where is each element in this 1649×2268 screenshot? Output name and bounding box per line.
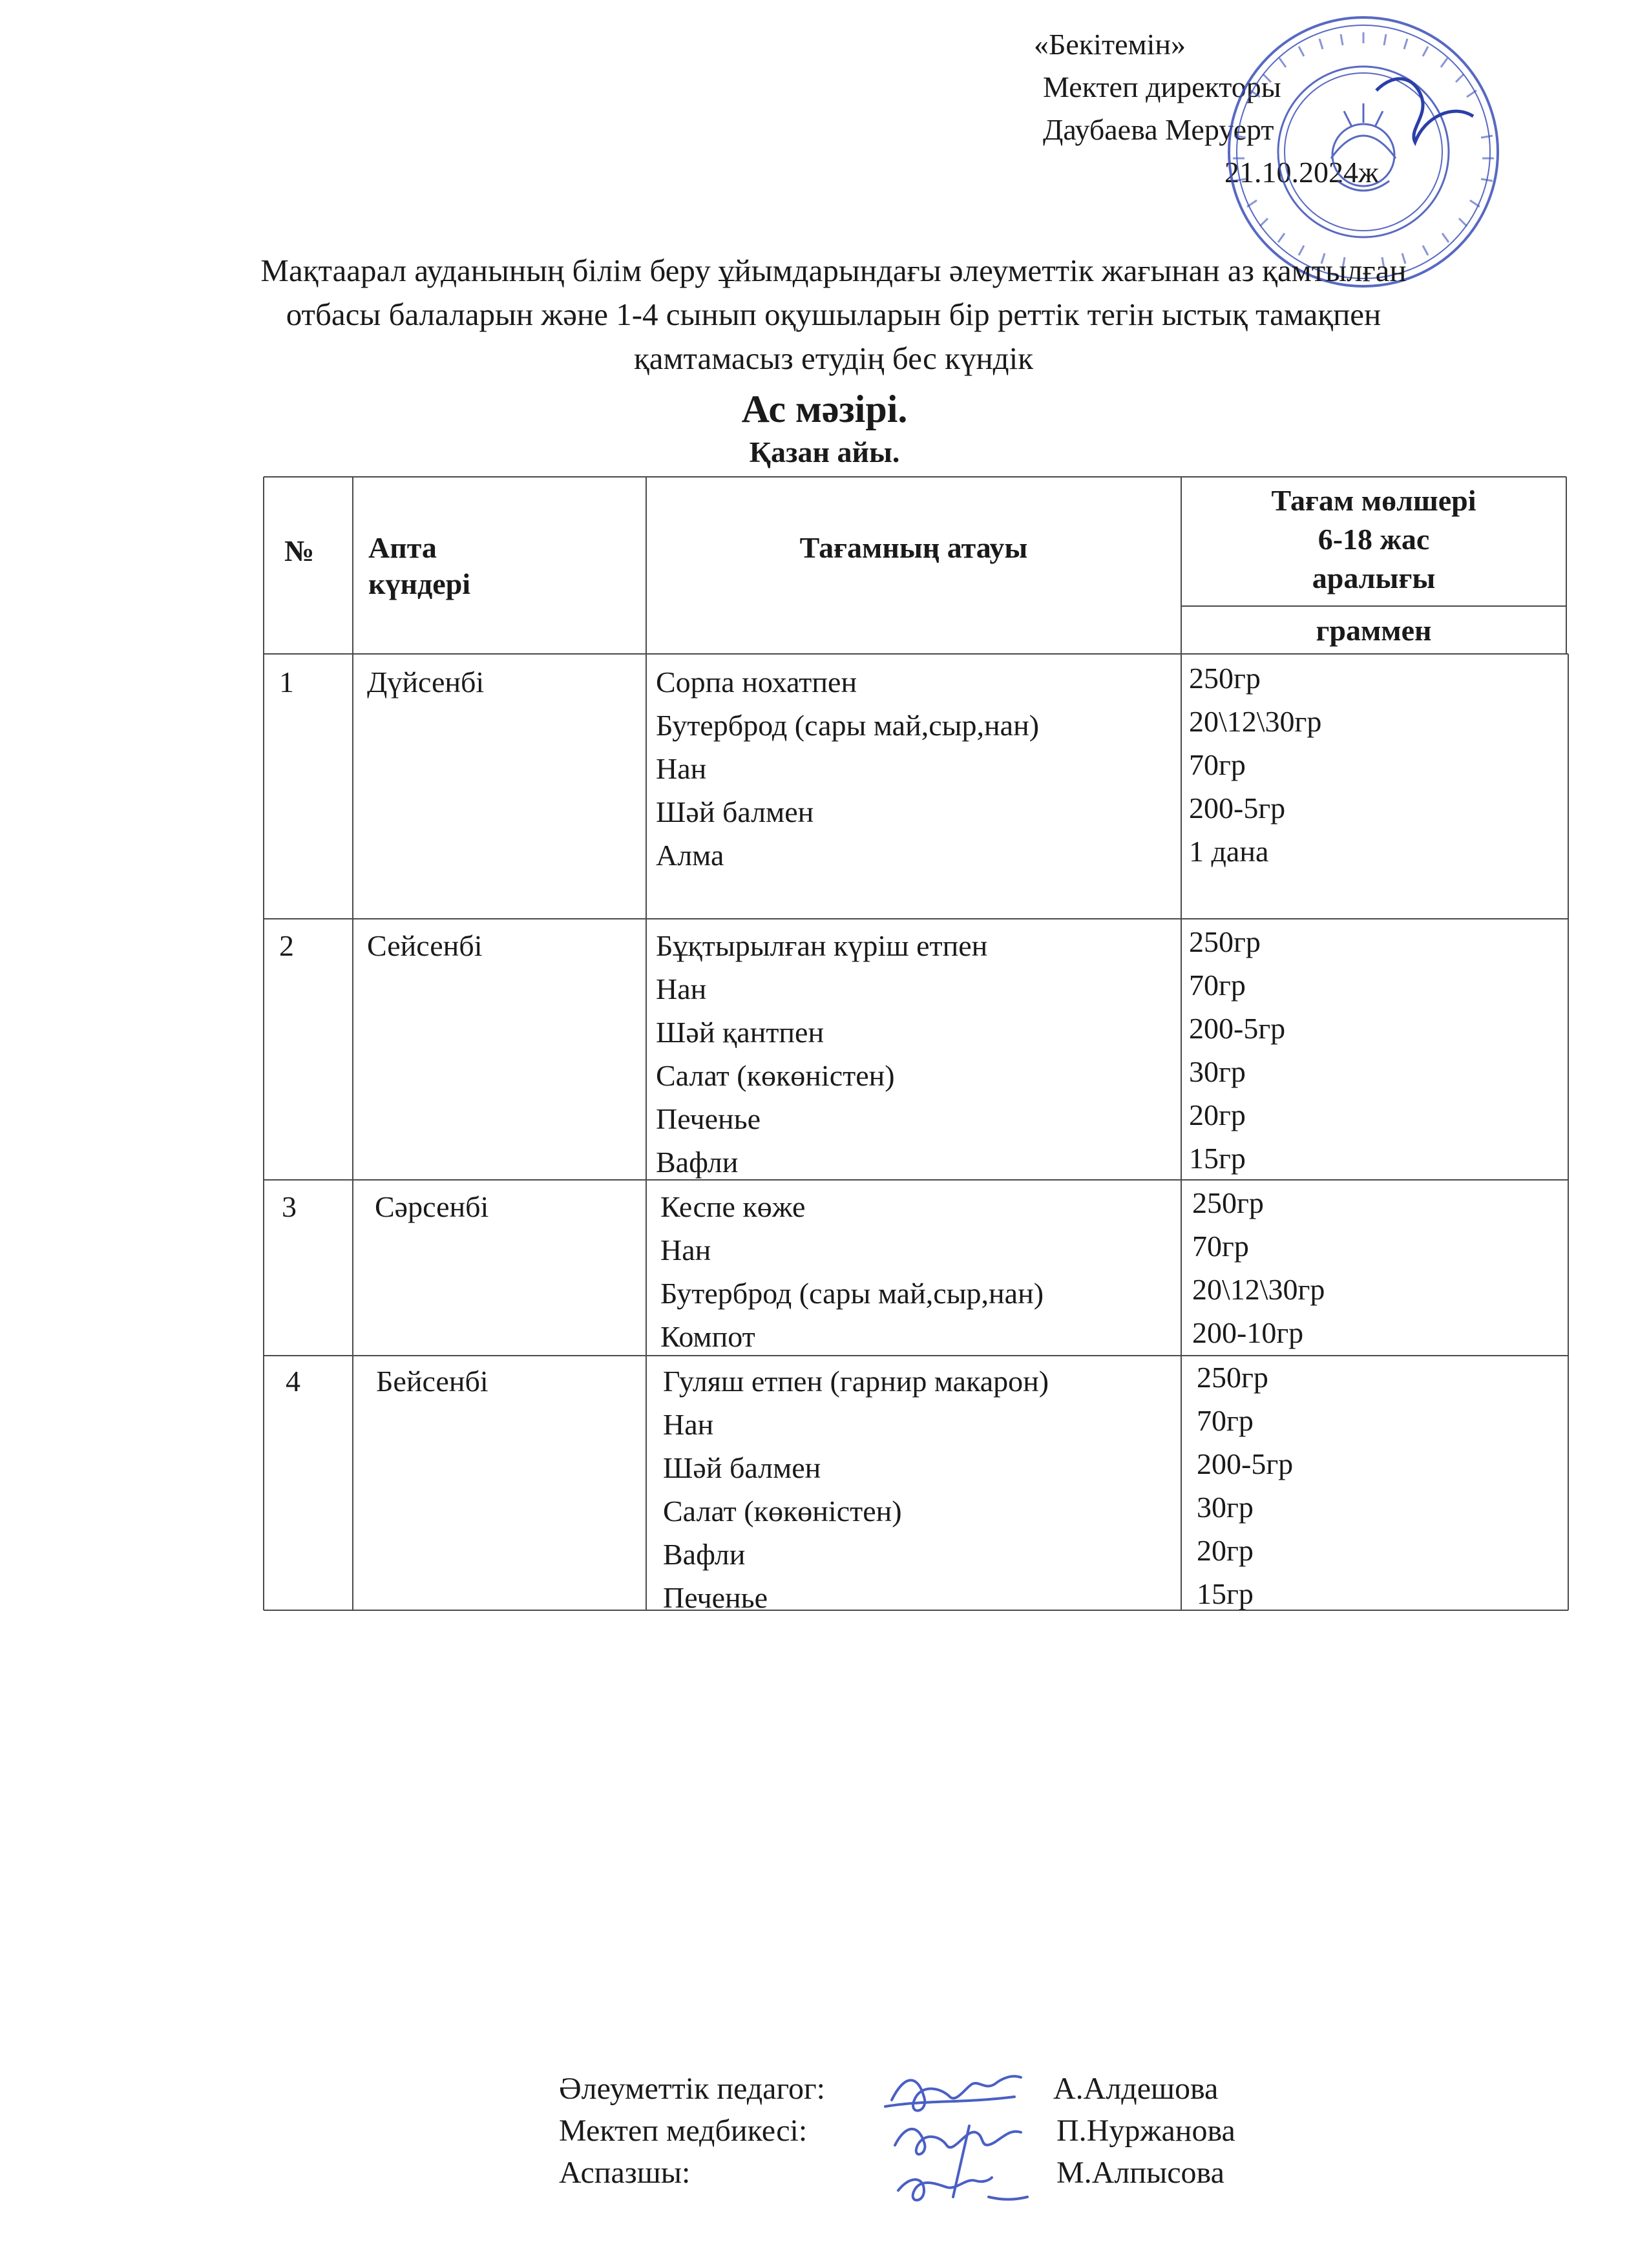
row-3-day: Сәрсенбі: [375, 1190, 489, 1223]
dish-item: Нан: [656, 972, 707, 1005]
header-amount-line2: 6-18 жас: [1318, 523, 1430, 556]
dish-item: Нан: [656, 752, 707, 785]
row-4-dishes: [663, 1360, 1049, 1619]
row-2-day: Сейсенбі: [367, 929, 483, 962]
amount-item: 200-5гр: [1189, 1012, 1286, 1045]
amount-item: 250гр: [1189, 925, 1261, 958]
dish-item: Сорпа нохатпен: [656, 666, 857, 698]
header-dish: Тағамның атауы: [799, 531, 1028, 564]
dish-item: Нан: [660, 1234, 711, 1266]
amount-item: 70гр: [1189, 969, 1246, 1002]
month-label: Қазан айы.: [749, 436, 900, 468]
amount-item: 70гр: [1189, 748, 1246, 781]
amount-item: 250гр: [1197, 1361, 1268, 1394]
row-4-amounts: [1197, 1356, 1293, 1615]
dish-item: Салат (көкөністен): [663, 1495, 902, 1528]
row-2-amounts: [1189, 920, 1285, 1180]
header-amount: [1181, 481, 1566, 598]
amount-item: 20гр: [1189, 1098, 1246, 1131]
row-2-number: 2: [279, 929, 294, 962]
row-1-number: 1: [279, 666, 294, 698]
dish-item: Печенье: [656, 1102, 761, 1135]
dish-item: Шәй балмен: [663, 1451, 821, 1484]
row-1-amounts: [1189, 656, 1321, 873]
approval-heading: «Бекітемін»: [1034, 28, 1186, 61]
amount-item: 1 дана: [1189, 835, 1269, 868]
amount-item: 200-5гр: [1189, 792, 1286, 824]
row-4-day: Бейсенбі: [376, 1365, 488, 1398]
document-heading: Мақтаарал ауданының білім беру ұйымдарындағы әлеуметтік жағынан аз қамтылған отбасы балаларын және 1-4 сынып оқушыларын бір реттік тегін ыстық тамақпен қамтамасыз етудің бес күндік: [260, 253, 1407, 376]
amount-item: 70гр: [1197, 1404, 1254, 1437]
row-1-day: Дүйсенбі: [367, 666, 485, 698]
dish-item: Шәй қантпен: [656, 1016, 824, 1049]
amount-item: 15гр: [1197, 1577, 1254, 1610]
header-day-line1: Апта: [368, 531, 437, 564]
signature-role: Әлеуметтік педагог:: [559, 2072, 825, 2106]
dish-item: Гуляш етпен (гарнир макарон): [663, 1365, 1049, 1398]
dish-item: Бұқтырылған күріш етпен: [656, 929, 988, 962]
approval-date: 21.10.2024ж: [1224, 156, 1379, 189]
amount-item: 20\12\30гр: [1189, 705, 1322, 738]
signature-name: А.Алдешова: [1053, 2072, 1219, 2106]
dish-item: Салат (көкөністен): [656, 1059, 895, 1092]
dish-item: Бутерброд (сары май,сыр,нан): [660, 1277, 1044, 1310]
row-4-number: 4: [286, 1365, 300, 1398]
signature-role: Мектеп медбикесі:: [559, 2114, 808, 2148]
dish-item: Вафли: [656, 1146, 739, 1179]
row-2-dishes: [656, 924, 987, 1184]
dish-item: Кеспе көже: [660, 1190, 806, 1223]
amount-item: 250гр: [1189, 662, 1261, 695]
signature-name: М.Алпысова: [1056, 2156, 1224, 2190]
header-day-line2: күндері: [368, 567, 471, 600]
dish-item: Вафли: [663, 1538, 746, 1571]
dish-item: Печенье: [663, 1581, 768, 1614]
row-3-dishes: [660, 1185, 1044, 1358]
amount-item: 20гр: [1197, 1534, 1254, 1567]
dish-item: Алма: [656, 839, 724, 872]
row-3-number: 3: [282, 1190, 297, 1223]
header-day: [368, 530, 470, 602]
amount-item: 15гр: [1189, 1142, 1246, 1175]
amount-item: 250гр: [1192, 1186, 1264, 1219]
amount-item: 200-5гр: [1197, 1447, 1294, 1480]
amount-item: 30гр: [1197, 1491, 1254, 1524]
header-unit: граммен: [1316, 614, 1432, 647]
approval-position: Мектеп директоры: [1043, 70, 1281, 103]
header-amount-line3: аралығы: [1312, 562, 1436, 594]
dish-item: Шәй балмен: [656, 795, 814, 828]
header-number: №: [284, 534, 315, 567]
amount-item: 200-10гр: [1192, 1316, 1304, 1349]
dish-item: Бутерброд (сары май,сыр,нан): [656, 709, 1040, 742]
signature-name: П.Нуржанова: [1056, 2114, 1235, 2148]
signature-role: Аспазшы:: [559, 2156, 691, 2190]
row-3-amounts: [1192, 1181, 1325, 1354]
menu-title: Ас мәзірі.: [741, 388, 908, 430]
signature-scribbles-icon: [879, 2061, 1073, 2223]
amount-item: 30гр: [1189, 1055, 1246, 1088]
amount-item: 70гр: [1192, 1230, 1249, 1263]
row-1-dishes: [656, 660, 1039, 877]
header-amount-line1: Тағам мөлшері: [1271, 484, 1476, 517]
amount-item: 20\12\30гр: [1192, 1273, 1325, 1306]
dish-item: Нан: [663, 1408, 714, 1441]
approval-director-name: Даубаева Меруерт: [1043, 113, 1274, 146]
dish-item: Компот: [660, 1320, 755, 1353]
